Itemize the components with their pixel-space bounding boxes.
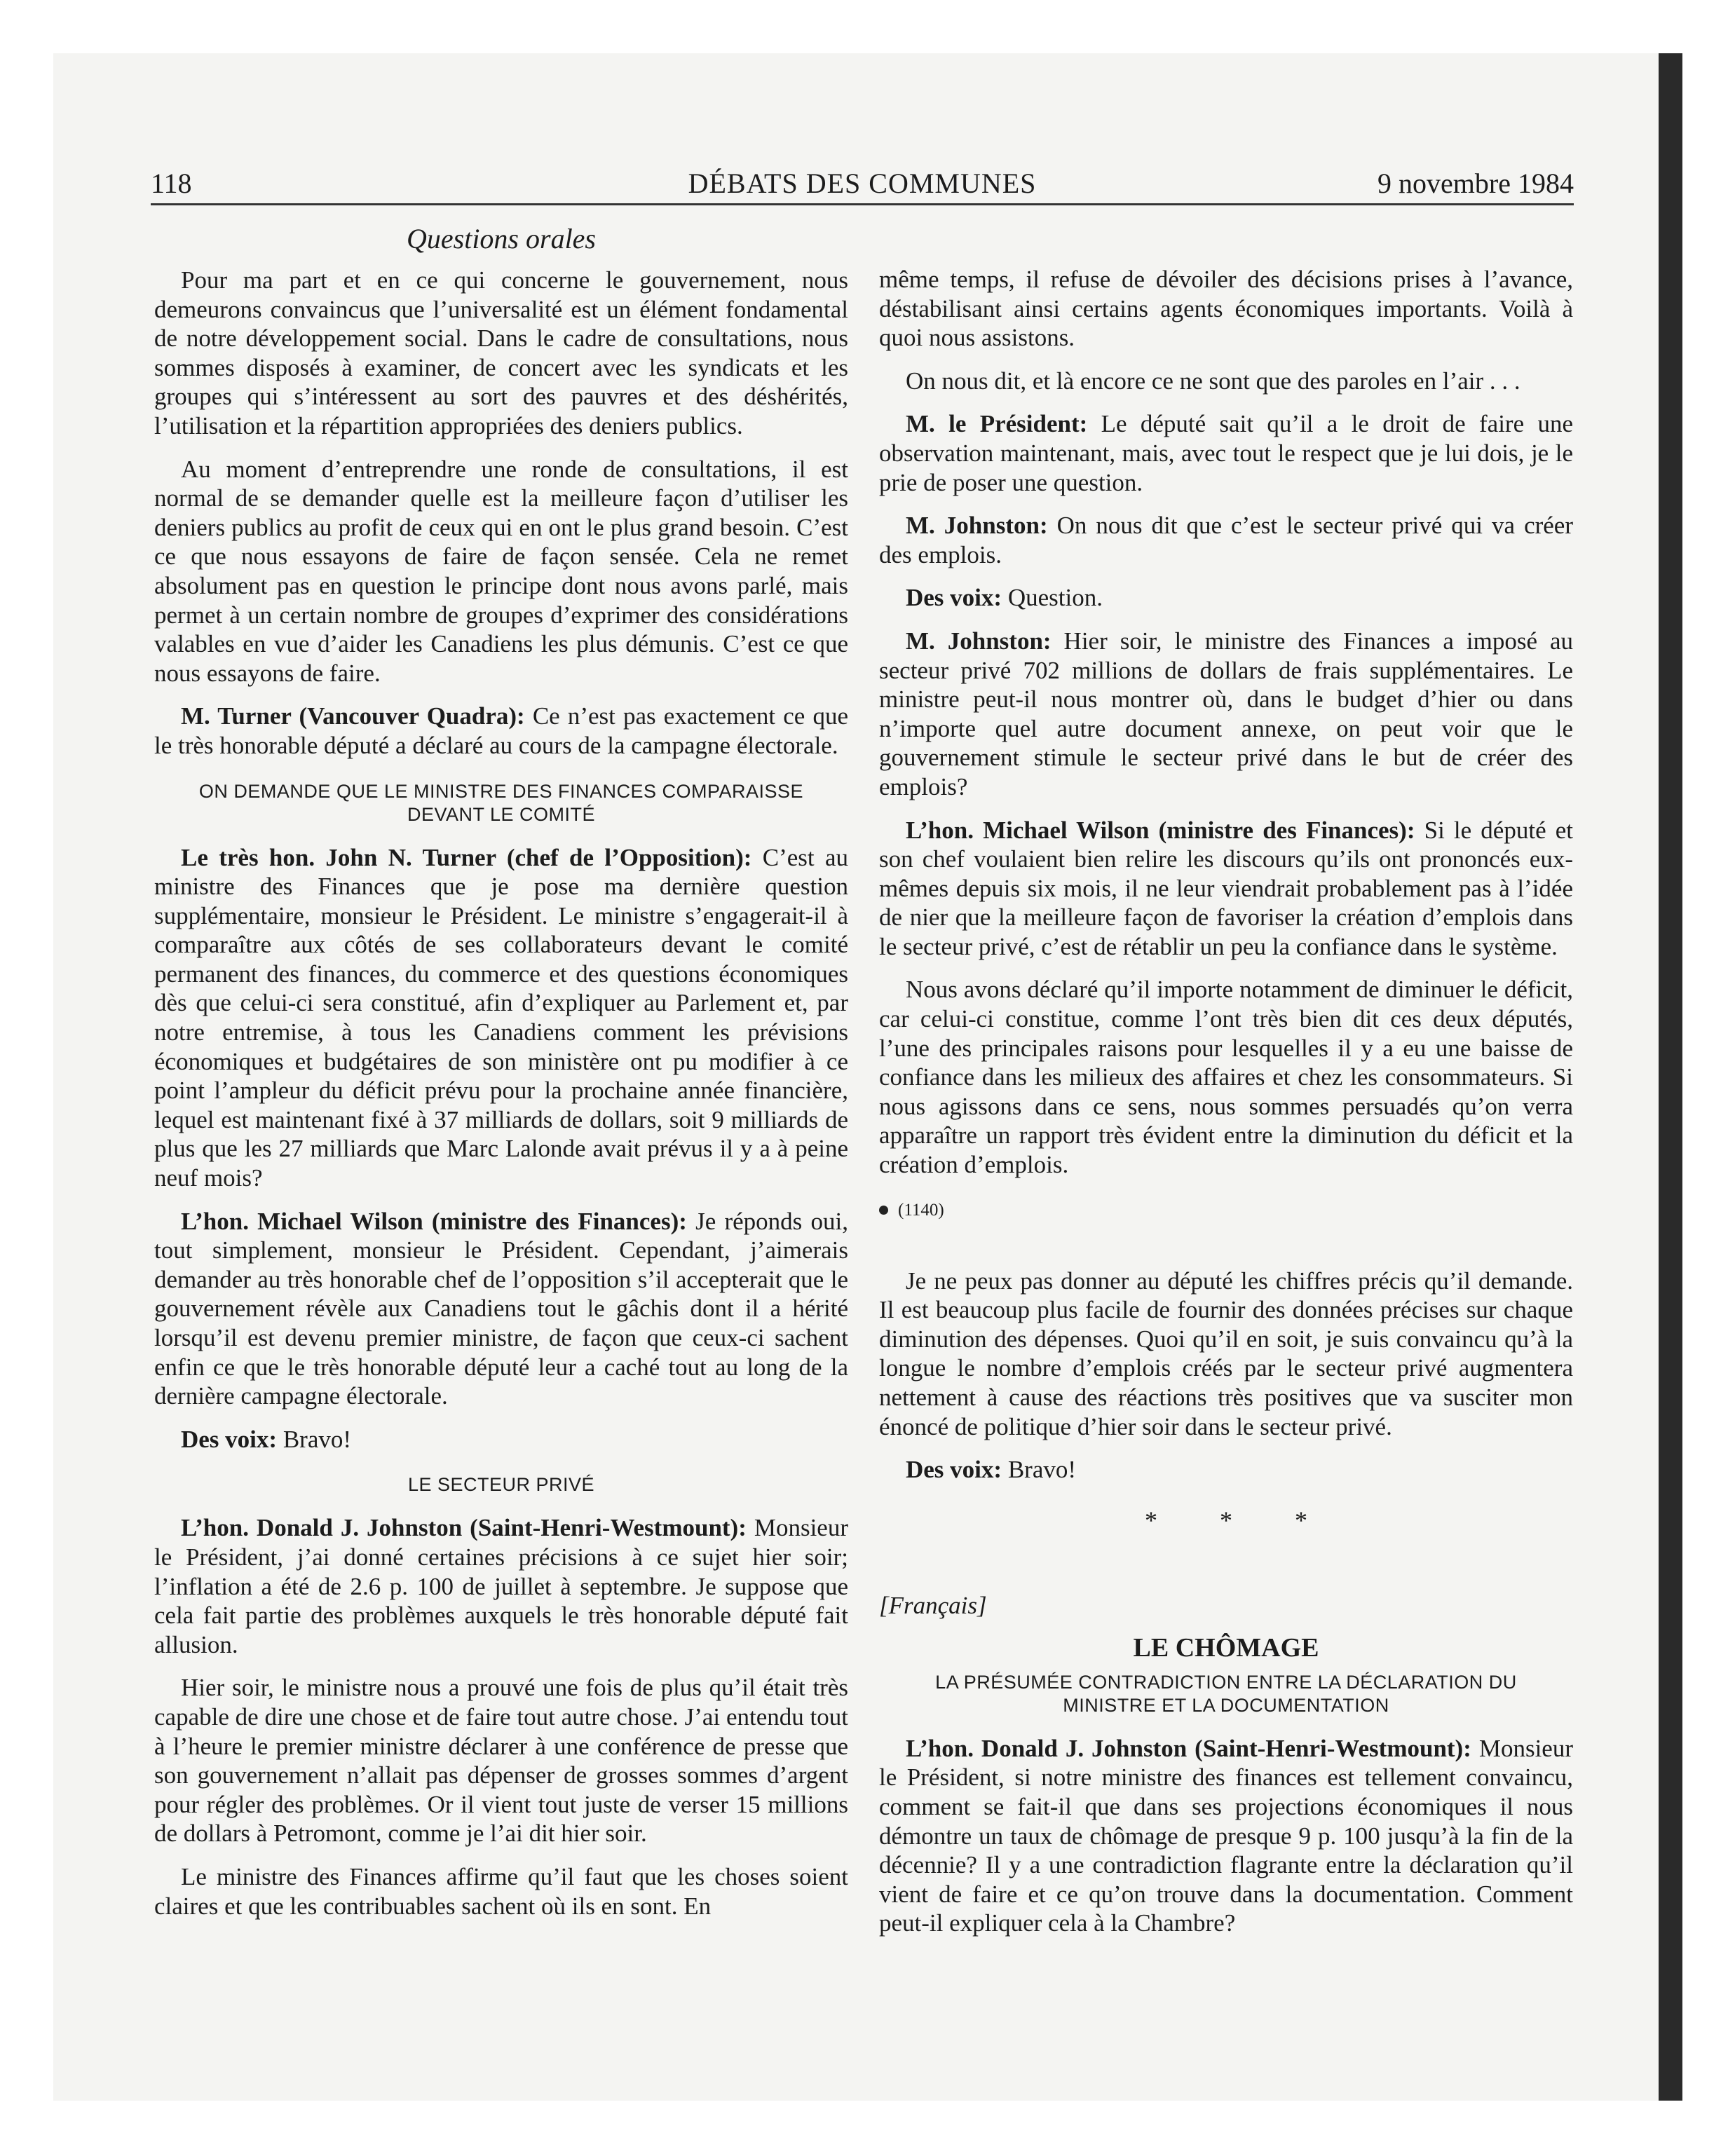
speech-paragraph [154, 702, 848, 760]
speaker-name: M. Turner (Vancouver Quadra): [181, 702, 525, 730]
topic-heading: LE CHÔMAGE [1133, 1632, 1319, 1663]
paragraph: Pour ma part et en ce qui concerne le gouvernement, nous demeurons convaincus que l’universalité est un élément fondamental de notre développement social. Dans le cadre de consultations, nous sommes disposés à examiner, de concert avec les syndicats et les groupes qui s’intéressent au sort des pauvres et des déshérités, l’utilisation et la répartition appropriées des deniers publics. [154, 266, 848, 439]
right-column [879, 265, 1573, 1952]
speaker-name: L’hon. Donald J. Johnston (Saint-Henri-Westmount): [906, 1734, 1471, 1762]
page-number: 118 [151, 168, 192, 199]
speech-paragraph [879, 409, 1573, 497]
speaker-name: Des voix: [906, 1456, 1002, 1484]
section-separator: * * * [1145, 1506, 1335, 1534]
speech-paragraph [879, 1455, 1573, 1485]
speaker-name: Le très hon. John N. Turner (chef de l’Opposition): [181, 843, 752, 871]
section-heading: LE SECTEUR PRIVÉ [407, 1474, 595, 1496]
paragraph: Je ne peux pas donner au député les chiffres précis qu’il demande. Il est beaucoup plus facile de fournir des données précises sur chaque diminution des dépenses. Quoi qu’il en soit, je suis convaincu qu’à la longue le nombre d’emplois créés par le secteur privé augmentera nettement à cause des réactions très positives que va susciter mon énoncé de politique d’hier soir dans le secteur privé. [879, 1267, 1573, 1440]
running-head: Questions orales [407, 223, 596, 254]
speech-paragraph [879, 511, 1573, 569]
publication-title: DÉBATS DES COMMUNES [688, 168, 1037, 199]
speech-paragraph [879, 627, 1573, 802]
paragraph: même temps, il refuse de dévoiler des décisions prises à l’avance, déstabilisant ainsi certains agents économiques importants. Voilà à quoi nous assistons. [879, 266, 1573, 352]
speech-paragraph [154, 1425, 848, 1454]
page-date: 9 novembre 1984 [1377, 168, 1574, 199]
speaker-name: L’hon. Michael Wilson (ministre des Finances): [906, 816, 1415, 844]
speech-text: Hier soir, le ministre des Finances a imposé au secteur privé 702 millions de dollars de frais supplémentaires. Le ministre peut-il nous montrer où, dans le budget d’hier ou dans n’importe quel autre document annexe, on peut voir que le gouvernement stimule le secteur privé dans le but de créer des emplois? [879, 627, 1573, 800]
speaker-name: M. le Président: [906, 410, 1088, 438]
paragraph: Hier soir, le ministre nous a prouvé une fois de plus qu’il était très capable de dire une chose et de faire tout autre chose. J’ai entendu tout à l’heure le premier ministre déclarer à une conférence de presse que son gouvernement n’allait pas dépenser de grosses sommes d’argent pour régler des problèmes. Or il vient tout juste de verser 15 millions de dollars à Petromont, comme je l’ai dit hier soir. [154, 1674, 848, 1848]
paragraph: Nous avons déclaré qu’il importe notamment de diminuer le déficit, car celui-ci constitue, comme l’ont très bien dit ces deux députés, l’une des principales raisons pour lesquelles il y a eu une baisse de confiance dans les milieux des affaires et chez les consommateurs. Si nous agissons dans ce sens, nous sommes persuadés qu’on verra apparaître un rapport très évident entre la diminution du déficit et la création d’emplois. [879, 976, 1573, 1179]
speech-paragraph [879, 1734, 1573, 1938]
speech-text: Si le député et son chef voulaient bien relire les discours qu’ils ont prononcés eux-mêmes depuis six mois, il ne leur viendrait probablement pas à l’idée de nier que la meilleure façon de favoriser la création d’emplois dans le secteur privé, c’est de rétablir un peu la confiance dans le système. [879, 816, 1573, 960]
timestamp-marker [879, 1196, 1573, 1224]
speech-text: On nous dit que c’est le secteur privé qui va créer des emplois. [879, 512, 1573, 568]
speaker-name: Des voix: [906, 584, 1002, 612]
speech-text: Monsieur le Président, j’ai donné certaines précisions à ce sujet hier soir; l’inflation a été de 2.6 p. 100 de juillet à septembre. Je suppose que cela fait partie des problèmes auxquels le très honorable député fait allusion. [154, 1514, 848, 1658]
speech-text: Monsieur le Président, si notre ministre des finances est tellement convaincu, comment se fait-il que dans ses projections économiques il nous démontre un taux de chômage de presque 9 p. 100 jusqu’à la fin de la décennie? Il y a une contradiction flagrante entre la déclaration qu’il vient de faire et ce qu’on trouve dans la documentation. Comment peut-il expliquer cela à la Chambre? [879, 1734, 1573, 1937]
speech-paragraph [154, 1207, 848, 1411]
language-tag: [Français] [879, 1591, 987, 1619]
speaker-name: L’hon. Donald J. Johnston (Saint-Henri-Westmount): [181, 1514, 747, 1542]
page-header [151, 164, 1574, 205]
paragraph: Au moment d’entreprendre une ronde de consultations, il est normal de se demander quelle est la meilleure façon d’utiliser les deniers publics au profit de ceux qui en ont le plus grand besoin. C’est ce que nous essayons de faire de façon sensée. Cela ne remet absolument pas en question le principe dont nous avons parlé, mais permet à un certain nombre de groupes d’exprimer des considérations valables en vue d’aider les Canadiens les plus démunis. C’est ce que nous essayons de faire. [154, 455, 848, 687]
speech-text: Bravo! [277, 1425, 352, 1453]
timestamp: (1140) [898, 1200, 944, 1220]
bullet-icon [879, 1206, 888, 1215]
section-heading: LA PRÉSUMÉE CONTRADICTION ENTRE LA DÉCLARATION DU MINISTRE ET LA DOCUMENTATION [935, 1671, 1517, 1716]
speech-text: Le député sait qu’il a le droit de faire une observation maintenant, mais, avec tout le respect que je lui dois, je le prie de poser une question. [879, 410, 1573, 496]
speech-paragraph [879, 583, 1573, 613]
speech-text: Question. [1002, 584, 1103, 612]
speech-text: Je réponds oui, tout simplement, monsieur le Président. Cependant, j’aimerais demander au très honorable chef de l’opposition s’il accepterait que le gouvernement révèle aux Canadiens tout le gâchis dont il a hérité lorsqu’il est devenu premier ministre, de façon que ceux-ci sachent enfin ce que le très honorable député leur a caché tout au long de la dernière campagne électorale. [154, 1207, 848, 1410]
speech-text: Bravo! [1002, 1456, 1077, 1484]
speech-paragraph [879, 816, 1573, 962]
speech-text: Ce n’est pas exactement ce que le très honorable député a déclaré au cours de la campagne électorale. [154, 702, 848, 759]
speech-text: C’est au ministre des Finances que je pose ma dernière question supplémentaire, monsieur le Président. Le ministre s’engagerait-il à comparaître aux côtés de ses collaborateurs devant le comité permanent des finances, du commerce et des questions économiques dès que celui-ci sera constitué, afin d’expliquer au Parlement et, par notre entremise, à tous les Canadiens comment les prévisions économiques et budgétaires de son ministère ont pu modifier à ce point l’ampleur du déficit prévu pour la prochaine année financière, lequel est maintenant fixé à 37 milliards de dollars, soit 9 milliards de plus que les 27 milliards que Marc Lalonde avait prévus il y a à peine neuf mois? [154, 843, 848, 1192]
page-edge-shadow [1659, 53, 1682, 2101]
speaker-name: Des voix: [181, 1425, 278, 1453]
speaker-name: L’hon. Michael Wilson (ministre des Finances): [181, 1207, 687, 1235]
paragraph: On nous dit, et là encore ce ne sont que des paroles en l’air . . . [906, 367, 1520, 395]
speech-paragraph [154, 843, 848, 1193]
speaker-name: M. Johnston: [906, 512, 1048, 540]
section-heading: ON DEMANDE QUE LE MINISTRE DES FINANCES COMPARAISSE DEVANT LE COMITÉ [198, 780, 804, 825]
speech-paragraph [154, 1513, 848, 1659]
paragraph: Le ministre des Finances affirme qu’il faut que les choses soient claires et que les contribuables sachent où ils en sont. En [154, 1862, 848, 1920]
speaker-name: M. Johnston: [906, 627, 1052, 655]
left-column [154, 221, 848, 1935]
